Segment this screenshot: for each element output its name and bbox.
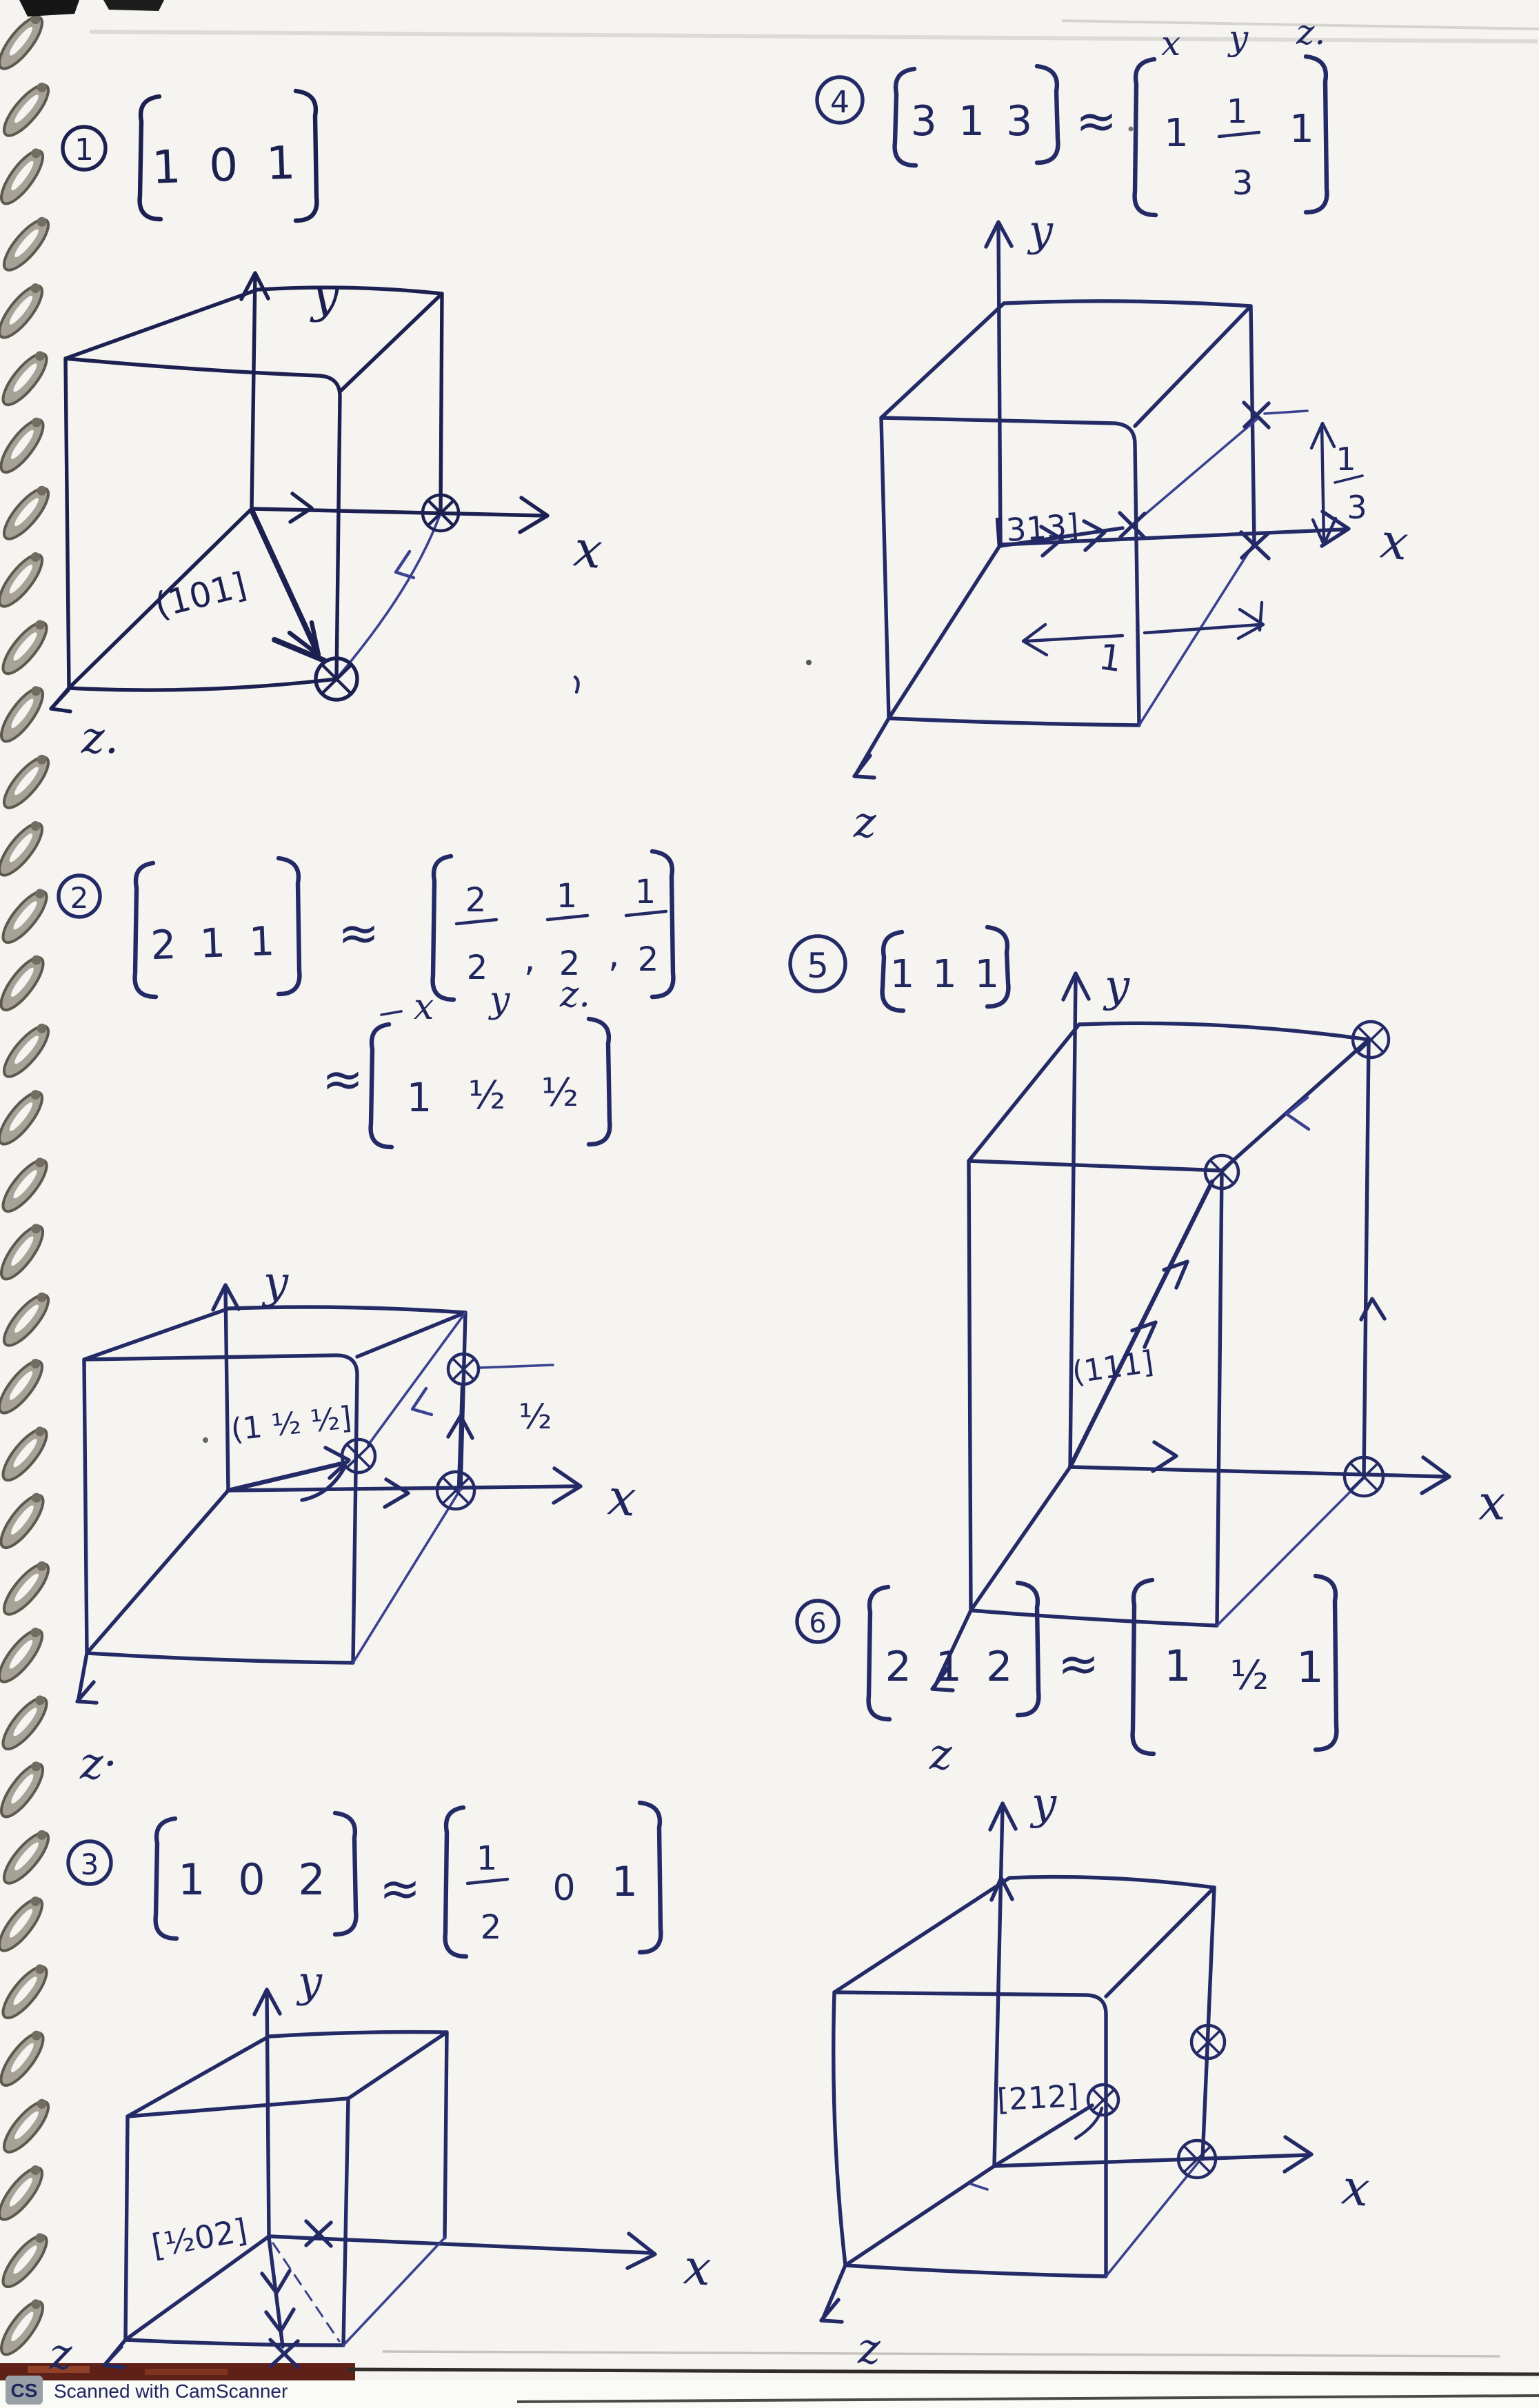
p1-y-label: y [312, 267, 339, 323]
y-axis [998, 225, 1000, 545]
p2-z-label: z· [80, 1739, 118, 1790]
speck [203, 1437, 208, 1443]
p2-header-z: z. [560, 974, 590, 1015]
p5-y-label: y [1105, 961, 1130, 1012]
p6-x-label: x [1339, 2158, 1373, 2218]
fraction-numerator: 1 [634, 873, 656, 911]
p1-direction-label: (101] [150, 565, 251, 626]
dimension-label: 1 [1096, 636, 1125, 681]
p2-number: 2 [70, 881, 89, 915]
p5-x-label: x [1478, 1475, 1506, 1531]
fraction-denominator: 2 [480, 1908, 502, 1947]
p3-y-label: y [298, 1956, 323, 2007]
p4-number: 4 [830, 85, 849, 120]
approx-sign: ≈ [321, 1050, 364, 1108]
p6-result-b: ½ [1229, 1652, 1269, 1699]
p3-result-c: 1 [611, 1858, 638, 1906]
p2-result-b: ½ [467, 1073, 506, 1118]
p2-vector: 2 1 1 [150, 917, 281, 969]
approx-sign: ≈ [1057, 1635, 1100, 1692]
p3-direction-label: [½02] [149, 2211, 250, 2265]
p4-result-a: 1 [1164, 111, 1189, 156]
fraction-denominator: 2 [559, 944, 581, 983]
p4-direction-label: [313] [992, 506, 1080, 550]
p2-x-label: x [605, 1468, 638, 1528]
p2-dim-label: ½ [519, 1397, 552, 1437]
p6-number: 6 [809, 1608, 827, 1639]
p2-y-label: y [263, 1257, 289, 1308]
p1-z-label: z. [81, 713, 119, 764]
p1-x-label: x [571, 519, 605, 580]
p3-number: 3 [80, 1848, 99, 1881]
p4-x-label: x [1378, 512, 1411, 572]
fraction-numerator: 1 [1226, 92, 1248, 131]
p6-direction-label: [212] [996, 2078, 1080, 2118]
y-axis [267, 1992, 269, 2236]
p4-result-c: 1 [1289, 107, 1314, 152]
cube-edge [445, 2032, 447, 2238]
dimension-line [1322, 425, 1324, 542]
p3-result-b: 0 [552, 1868, 576, 1909]
p3-vector: 1 0 2 [178, 1854, 335, 1905]
p2-result-c: ½ [541, 1071, 579, 1115]
p5-z-label: z [929, 1729, 952, 1779]
p6-y-label: y [1032, 1779, 1057, 1830]
fraction-numerator: 1 [556, 877, 578, 915]
fraction-denominator: 2 [466, 949, 488, 987]
p2-header-x: x [414, 987, 434, 1028]
fraction-numerator: 1 [476, 1839, 498, 1878]
p4-header-y: y [1229, 18, 1249, 58]
speck [806, 660, 812, 665]
p5-direction-label: (111] [1069, 1344, 1156, 1391]
p3-x-label: x [681, 2238, 713, 2297]
p2-direction-label: (1 ½ ½] [229, 1400, 354, 1448]
fraction-numerator: 2 [465, 881, 487, 920]
cube-edge [441, 294, 442, 510]
comma: , [524, 938, 536, 980]
p4-header-z: z. [1296, 12, 1326, 52]
fraction-denominator: 3 [1231, 164, 1254, 203]
approx-sign: ≈ [337, 904, 380, 962]
p6-result-c: 1 [1296, 1642, 1324, 1692]
approx-sign: ≈ [1075, 92, 1118, 150]
fraction-denominator: 3 [1347, 489, 1367, 526]
comma: , [608, 934, 620, 975]
p3-z-label: z [50, 2329, 72, 2379]
camscanner-text: Scanned with CamScanner [54, 2380, 288, 2402]
p2-header-y: y [490, 980, 510, 1021]
p4-header-x: x [1161, 23, 1181, 63]
fraction-numerator: 1 [1336, 441, 1356, 478]
p6-z-label: z [858, 2323, 881, 2374]
p5-vector: 1 1 1 [889, 952, 1003, 997]
speck [1129, 127, 1134, 132]
top-edge-mark [103, 0, 164, 11]
page-edge-fleck [145, 2369, 228, 2375]
camscanner-logo-text: CS [10, 2380, 38, 2401]
p4-vector: 3 1 3 [910, 97, 1037, 145]
p6-result-a: 1 [1164, 1641, 1191, 1691]
p1-vector: 1 0 1 [150, 136, 303, 194]
p5-number: 5 [807, 946, 829, 986]
p1-number: 1 [74, 132, 94, 168]
tick-line [1260, 603, 1262, 630]
p2-result-a: 1 [406, 1074, 432, 1121]
p4-y-label: y [1029, 205, 1054, 256]
p4-z-label: z [854, 797, 876, 847]
fraction-denominator: 2 [637, 940, 659, 979]
approx-sign: ≈ [379, 1859, 421, 1917]
p6-vector: 2 1 2 [885, 1643, 1018, 1691]
